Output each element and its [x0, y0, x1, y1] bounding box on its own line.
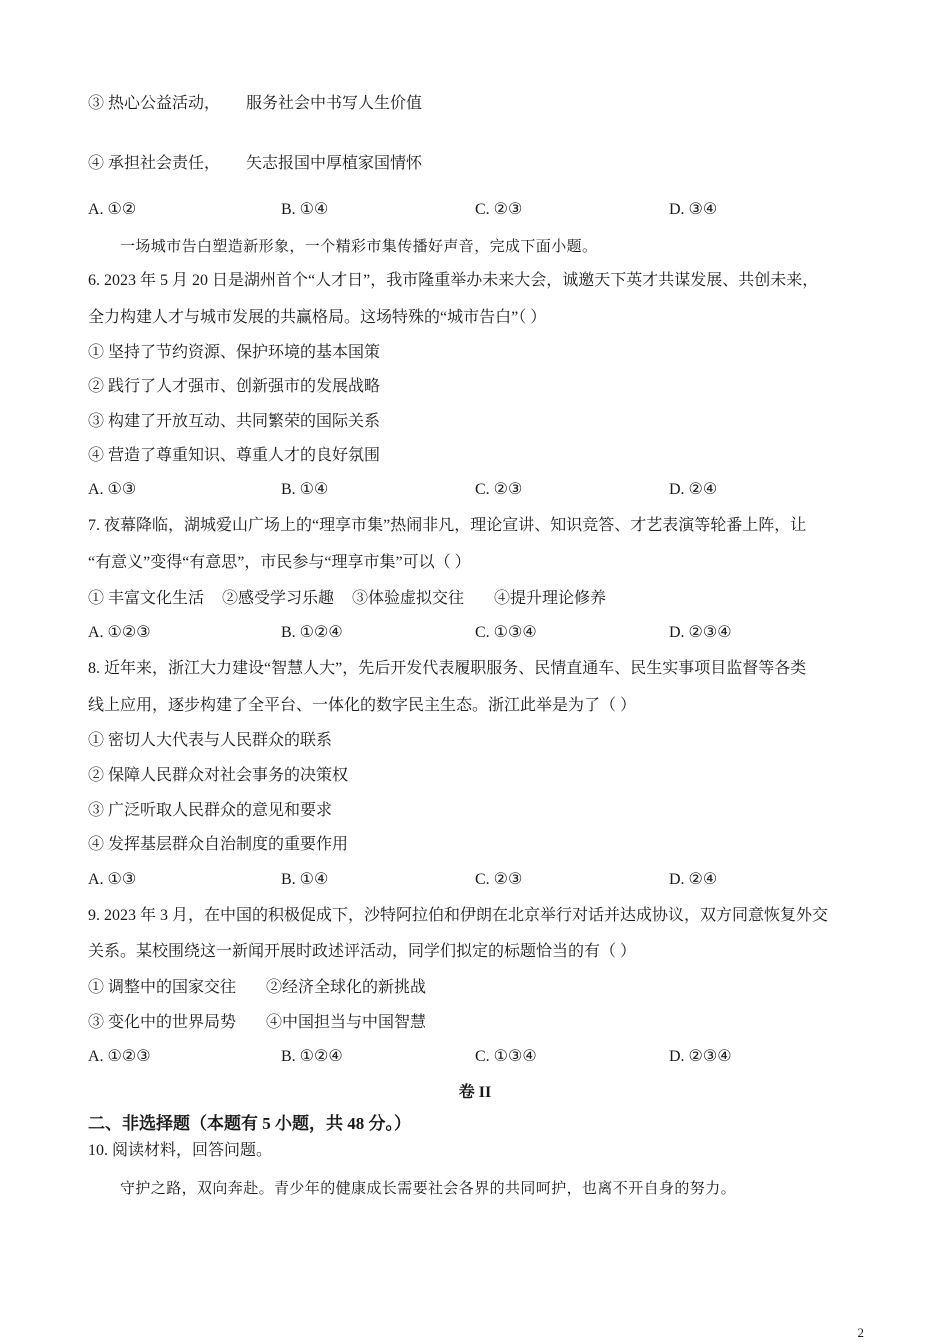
q6-item-2: ② 践行了人才强市、创新强市的发展战略 [88, 378, 381, 395]
option-b[interactable]: B. ①④ [281, 481, 329, 498]
option-d[interactable]: D. ②③④ [669, 624, 732, 641]
q8-stem-line1: 8. 近年来，浙江大力建设“智慧人大”，先后开发代表履职服务、民情直通车、民生实事项目监督等各类 [88, 660, 807, 677]
q7-stem-line2: “有意义”变得“有意思”，市民参与“理享市集”可以（ ） [88, 554, 471, 571]
q8-item-3: ③ 广泛听取人民群众的意见和要求 [88, 802, 333, 819]
intro-6-7: 一场城市告白塑造新形象，一个精彩市集传播好声音，完成下面小题。 [120, 237, 598, 255]
q9-stem-line2: 关系。某校围绕这一新闻开展时政述评活动，同学们拟定的标题恰当的有（ ） [88, 943, 637, 960]
q8-item-2: ② 保障人民群众对社会事务的决策权 [88, 767, 349, 784]
q6-item-1: ① 坚持了节约资源、保护环境的基本国策 [88, 344, 381, 361]
q6-options [88, 480, 868, 500]
option-a[interactable]: A. ①②③ [88, 1048, 151, 1065]
q10-stem: 10. 阅读材料，回答问题。 [88, 1142, 273, 1159]
option-c[interactable]: C. ②③ [475, 871, 523, 888]
q7-stem-line1: 7. 夜幕降临，湖城爱山广场上的“理享市集”热闹非凡，理论宣讲、知识竞答、才艺表演等轮番上阵，让 [88, 517, 807, 534]
q10-material: 守护之路，双向奔赴。青少年的健康成长需要社会各界的共同呵护，也离不开自身的努力。 [120, 1179, 737, 1197]
option-d[interactable]: D. ②④ [669, 871, 718, 888]
q6-item-4: ④ 营造了尊重知识、尊重人才的良好氛围 [88, 447, 381, 464]
q9-items-row2: ③ 变化中的世界局势 ④中国担当与中国智慧 [88, 1014, 427, 1031]
option-a[interactable]: A. ①②③ [88, 624, 151, 641]
q7-options [88, 623, 868, 643]
option-a[interactable]: A. ①③ [88, 481, 137, 498]
q5-item-3: ③ 热心公益活动， 服务社会中书写人生价值 [88, 95, 423, 112]
option-c[interactable]: C. ①③④ [475, 1048, 537, 1065]
q7-items: ① 丰富文化生活 ②感受学习乐趣 ③体验虚拟交往 ④提升理论修养 [88, 590, 607, 607]
q6-item-3: ③ 构建了开放互动、共同繁荣的国际关系 [88, 413, 381, 430]
option-b[interactable]: B. ①④ [281, 871, 329, 888]
q5-item-4: ④ 承担社会责任， 矢志报国中厚植家国情怀 [88, 155, 423, 172]
option-b[interactable]: B. ①④ [281, 201, 329, 218]
option-a[interactable]: A. ①② [88, 201, 137, 218]
page-number: 2 [857, 1325, 864, 1340]
volume-heading: 卷 II [458, 1084, 492, 1101]
option-d[interactable]: D. ②④ [669, 481, 718, 498]
option-a[interactable]: A. ①③ [88, 871, 137, 888]
option-c[interactable]: C. ②③ [475, 201, 523, 218]
q6-stem-line2: 全力构建人才与城市发展的共赢格局。这场特殊的“城市告白”（ ） [88, 309, 547, 326]
q9-options [88, 1047, 868, 1067]
option-b[interactable]: B. ①②④ [281, 1048, 343, 1065]
option-c[interactable]: C. ②③ [475, 481, 523, 498]
q6-stem-line1: 6. 2023 年 5 月 20 日是湖州首个“人才日”，我市隆重举办未来大会，诚邀天下英才共谋发展、共创未来， [88, 272, 819, 289]
option-b[interactable]: B. ①②④ [281, 624, 343, 641]
q8-stem-line2: 线上应用，逐步构建了全平台、一体化的数字民主生态。浙江此举是为了（ ） [88, 697, 637, 714]
q8-item-4: ④ 发挥基层群众自治制度的重要作用 [88, 836, 349, 853]
option-c[interactable]: C. ①③④ [475, 624, 537, 641]
q9-items-row1: ① 调整中的国家交往 ②经济全球化的新挑战 [88, 979, 427, 996]
q9-stem-line1: 9. 2023 年 3 月，在中国的积极促成下，沙特阿拉伯和伊朗在北京举行对话并达成协议，双方同意恢复外交 [88, 907, 829, 924]
q8-item-1: ① 密切人大代表与人民群众的联系 [88, 732, 333, 749]
option-d[interactable]: D. ③④ [669, 201, 718, 218]
option-d[interactable]: D. ②③④ [669, 1048, 732, 1065]
q5-options [88, 200, 868, 220]
section-heading: 二、非选择题（本题有 5 小题，共 48 分。） [88, 1114, 411, 1133]
q8-options [88, 870, 868, 890]
